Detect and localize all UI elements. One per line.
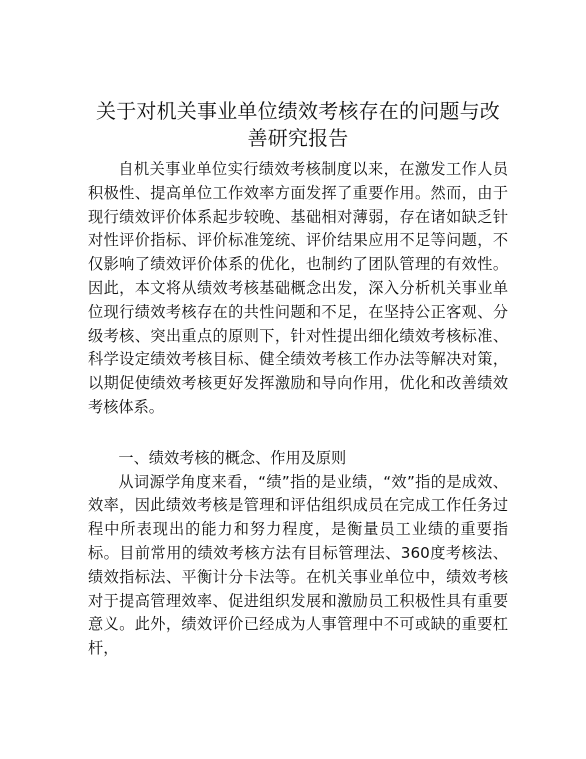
section-paragraph: 从词源学角度来看，“绩”指的是业绩，“效”指的是成效、效率，因此绩效考核是管理和评估组织成员在完成工作任务过程中所表现出的能力和努力程度，是衡量员工业绩的重要指标。目前常用的绩效考核方法有目标管理法、360度考核法、绩效指标法、平衡计分卡法等。在机关事业单位中，绩效考核对于提高管理效率、促进组织发展和激励员工积极性具有重要意义。此外，绩效评价已经成为人事管理中不可或缺的重要杠杆， bbox=[88, 472, 508, 658]
section-heading: 一、绩效考核的概念、作用及原则 bbox=[118, 448, 347, 467]
intro-paragraph: 自机关事业单位实行绩效考核制度以来，在激发工作人员积极性、提高单位工作效率方面发挥了重要作用。然而，由于现行绩效评价体系起步较晚、基础相对薄弱，存在诸如缺乏针对性评价指标、评价标准笼统、评价结果应用不足等问题，不仅影响了绩效评价体系的优化，也制约了团队管理的有效性。因此，本文将从绩效考核基础概念出发，深入分析机关事业单位现行绩效考核存在的共性问题和不足，在坚持公正客观、分级考核、突出重点的原则下，针对性提出细化绩效考核标准、科学设定绩效考核目标、健全绩效考核工作办法等解决对策，以期促使绩效考核更好发挥激励和导向作用，优化和改善绩效考核体系。 bbox=[88, 160, 508, 416]
document-body bbox=[88, 158, 508, 661]
document-title: 关于对机关事业单位绩效考核存在的问题与改善研究报告 bbox=[96, 99, 500, 150]
